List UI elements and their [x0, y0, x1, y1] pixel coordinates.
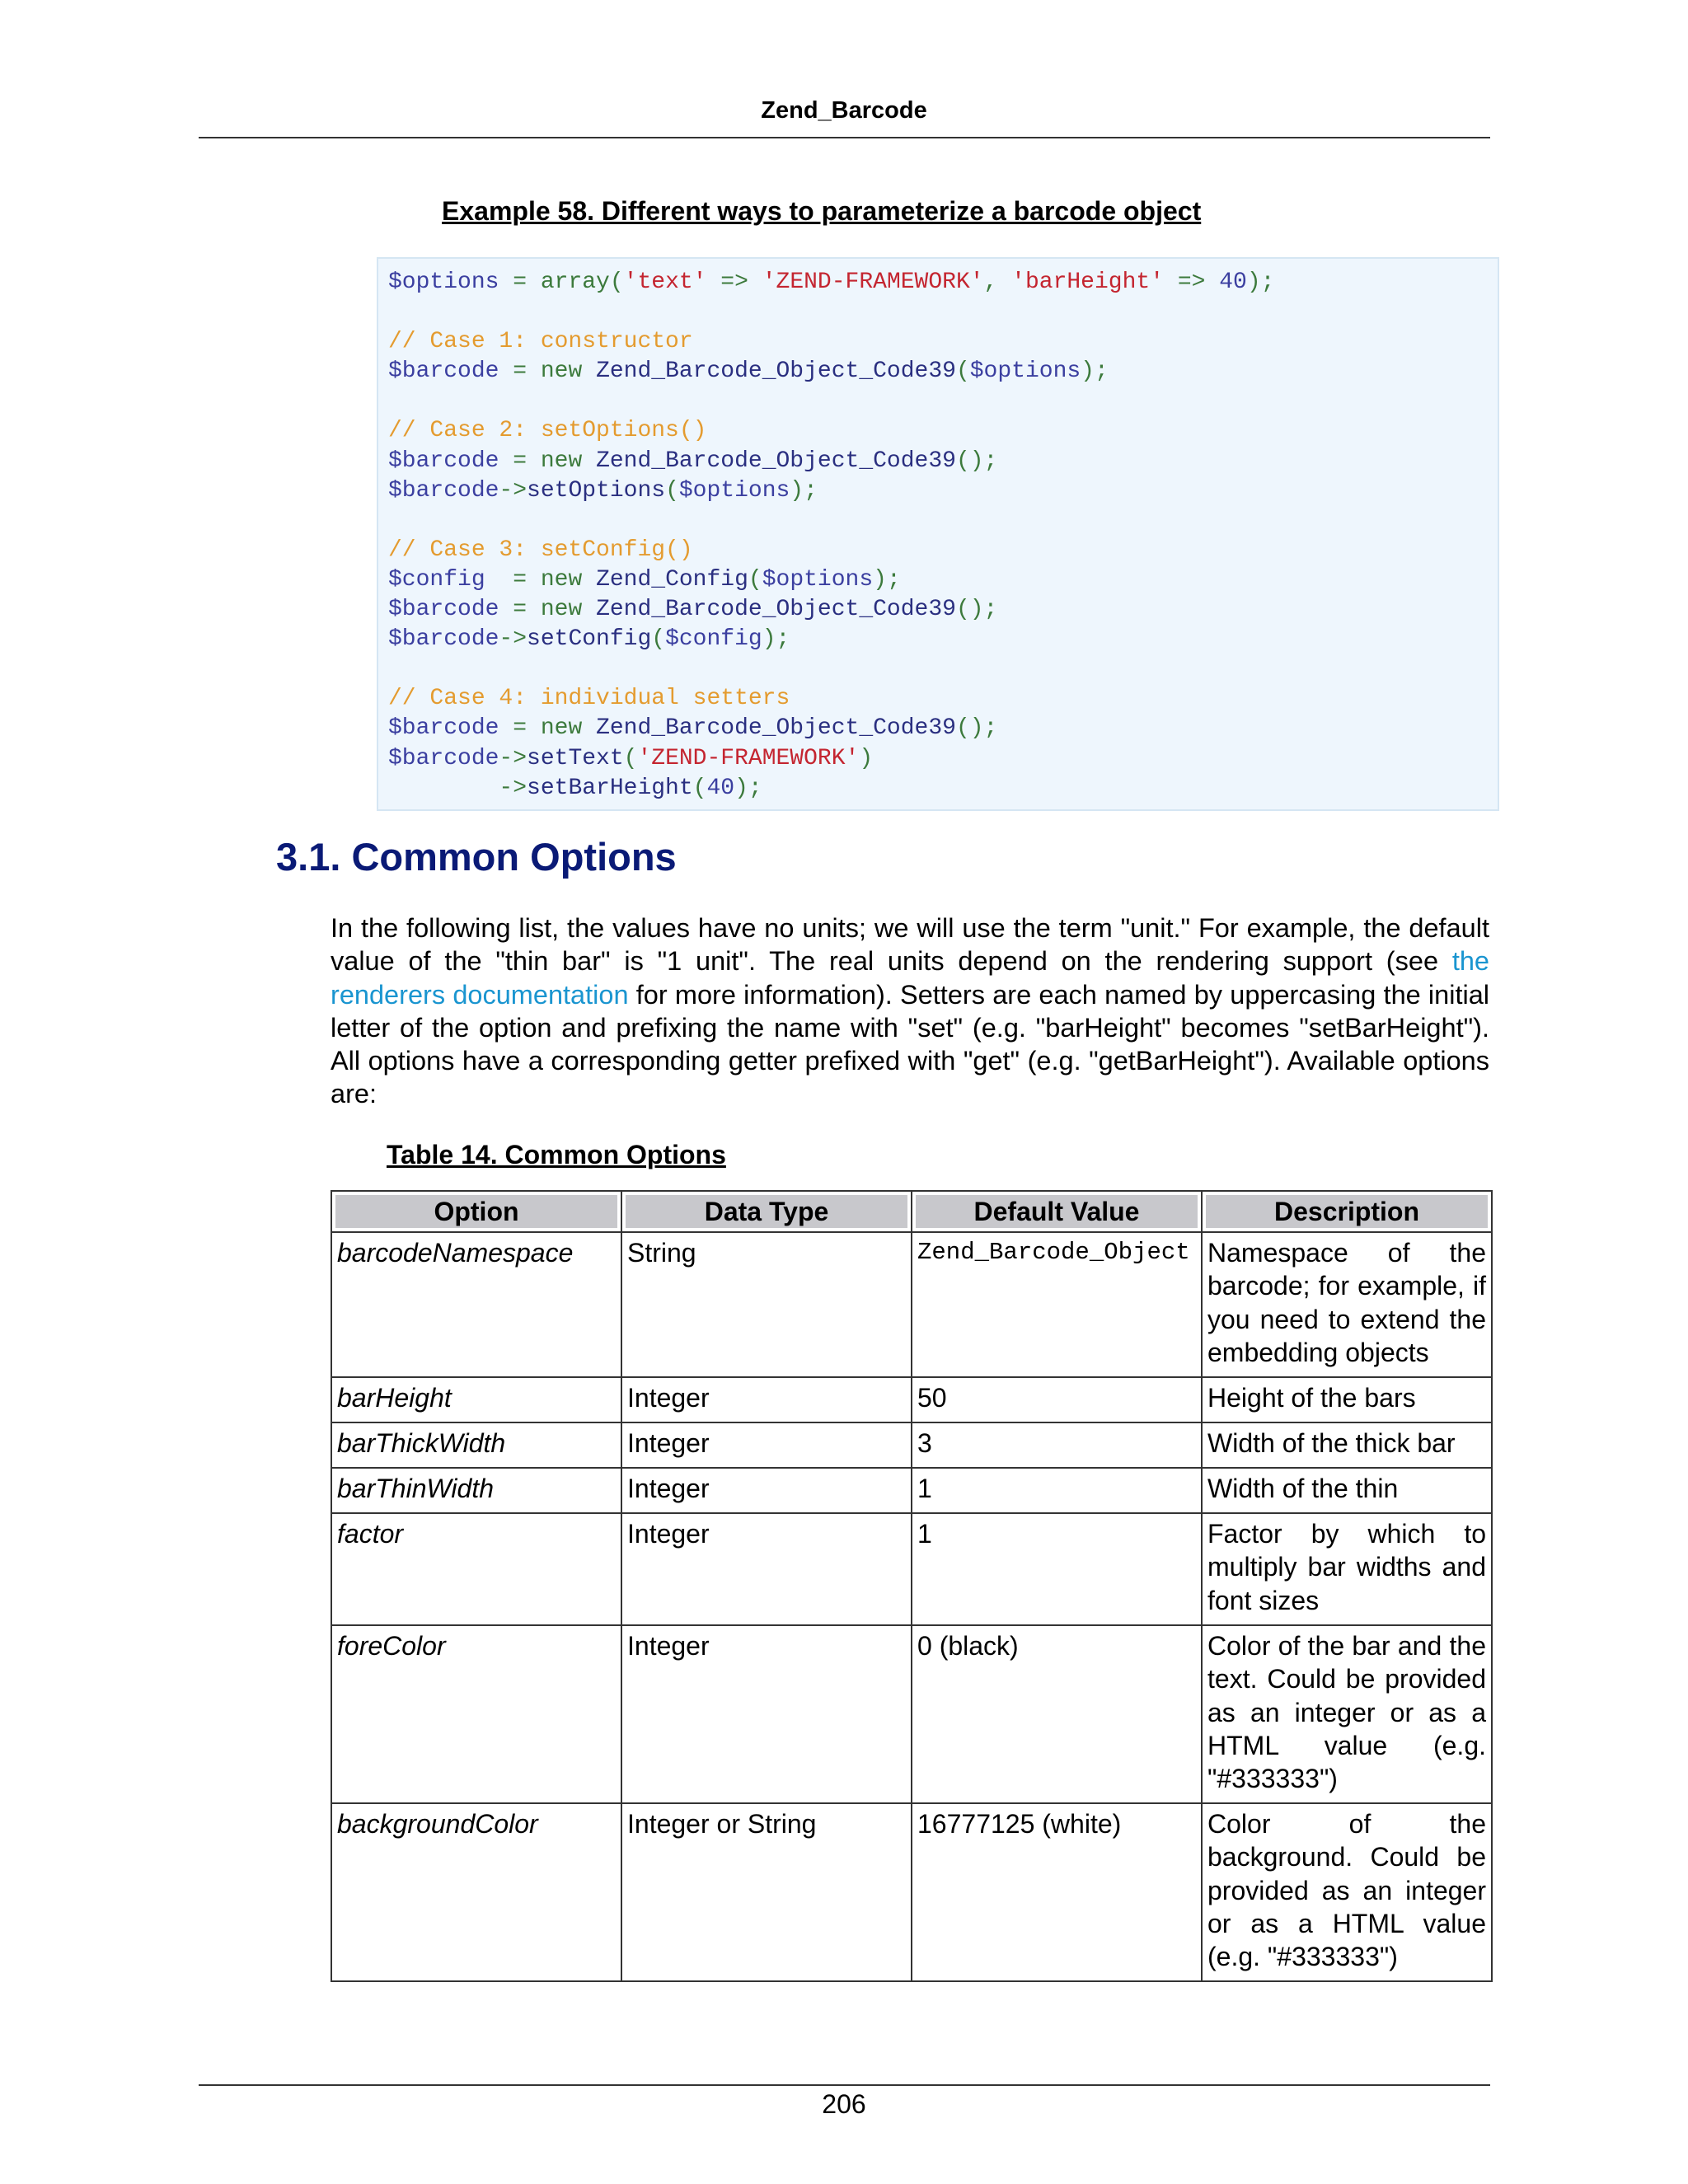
default-value: 0 (black) — [912, 1625, 1202, 1803]
data-type: Integer — [621, 1625, 912, 1803]
code-token: // Case 1: constructor — [388, 329, 693, 355]
table-row — [331, 1803, 1492, 1981]
description: Width of the thick bar — [1202, 1422, 1492, 1468]
option-name: barThickWidth — [331, 1422, 621, 1468]
table-row — [331, 1625, 1492, 1803]
description: Namespace of the barcode; for example, if you need to extend the embedding objects — [1202, 1232, 1492, 1377]
code-token: ( — [748, 566, 762, 593]
code-token: ( — [692, 775, 707, 801]
column-header-label: Data Type — [626, 1195, 907, 1228]
column-header — [331, 1191, 621, 1232]
data-type: Integer — [621, 1377, 912, 1422]
default-value: 50 — [912, 1377, 1202, 1422]
code-line — [388, 416, 1488, 446]
example-title: Example 58. Different ways to parameterize a barcode object — [442, 196, 1202, 226]
option-name: barcodeNamespace — [331, 1232, 621, 1377]
option-name: backgroundColor — [331, 1803, 621, 1981]
code-token: (); — [955, 448, 998, 474]
column-header — [621, 1191, 912, 1232]
code-token: Zend_Barcode_Object_Code39 — [596, 597, 956, 623]
code-token: 'barHeight' — [1011, 269, 1165, 295]
code-token: = — [499, 269, 541, 295]
code-line — [388, 744, 1488, 774]
code-token: ); — [762, 626, 790, 653]
code-line — [388, 327, 1488, 357]
code-token: new — [540, 566, 597, 593]
code-line — [388, 387, 1488, 416]
code-token: , — [983, 269, 1012, 295]
code-line — [388, 714, 1488, 743]
description: Height of the bars — [1202, 1377, 1492, 1422]
code-token: // Case 2: setOptions() — [388, 418, 707, 444]
running-head: Zend_Barcode — [761, 97, 927, 124]
header-rule — [199, 137, 1490, 138]
option-name: factor — [331, 1513, 621, 1625]
code-token: -> — [499, 477, 528, 504]
paragraph-text: In the following list, the values have no units; we will use the term "unit." For example, the default value of the "thin bar" is "1 unit". The real units depend on the rendering support (see — [331, 913, 1489, 977]
code-token: -> — [388, 775, 528, 801]
data-type: Integer — [621, 1468, 912, 1513]
code-token: array — [540, 269, 610, 295]
paragraph-text: for more information). Setters are each named by uppercasing the initial letter of the option and prefixing the name with "set" (e.g. "barHeight" becomes "setBarHeight"). All options have a corresponding getter prefixed with "get" (e.g. "getBarHeight"). Available options are: — [331, 979, 1489, 1109]
code-token: -> — [499, 626, 528, 653]
renderers-doc-link[interactable]: the renderers documentation — [331, 946, 1489, 1010]
code-token: $options — [678, 477, 790, 504]
code-token: setText — [527, 745, 624, 771]
code-token: (); — [955, 597, 998, 623]
code-token: new — [540, 448, 597, 474]
default-value: 1 — [912, 1513, 1202, 1625]
page-number: 206 — [822, 2089, 866, 2119]
code-line — [388, 625, 1488, 654]
code-token: ); — [790, 477, 818, 504]
code-token: $barcode — [388, 715, 499, 742]
default-value: 3 — [912, 1422, 1202, 1468]
code-token: -> — [499, 745, 528, 771]
description: Color of the background. Could be provided as an integer or as a HTML value (e.g. "#333333") — [1202, 1803, 1492, 1981]
code-token: new — [540, 715, 597, 742]
code-token: ( — [609, 269, 624, 295]
default-value: 1 — [912, 1468, 1202, 1513]
code-token: new — [540, 597, 597, 623]
code-line — [388, 268, 1488, 298]
code-token: ); — [734, 775, 762, 801]
code-token: (); — [955, 715, 998, 742]
code-token: => — [706, 269, 762, 295]
description: Color of the bar and the text. Could be provided as an integer or as a HTML value (e.g. "#333333") — [1202, 1625, 1492, 1803]
option-name: barHeight — [331, 1377, 621, 1422]
code-token: Zend_Config — [596, 566, 748, 593]
code-token: setConfig — [527, 626, 652, 653]
code-line — [388, 565, 1488, 595]
code-token: $options — [388, 269, 499, 295]
column-header-label: Option — [335, 1195, 617, 1228]
code-token: $options — [969, 359, 1081, 385]
code-token: $config — [665, 626, 762, 653]
footer-rule — [199, 2084, 1490, 2086]
column-header — [1202, 1191, 1492, 1232]
code-token: $barcode — [388, 448, 499, 474]
code-token: $barcode — [388, 626, 499, 653]
code-token: 40 — [1219, 269, 1247, 295]
column-header — [912, 1191, 1202, 1232]
code-line — [388, 506, 1488, 536]
code-token: setBarHeight — [527, 775, 693, 801]
code-token: Zend_Barcode_Object_Code39 — [596, 359, 956, 385]
table-row — [331, 1468, 1492, 1513]
data-type: Integer or String — [621, 1803, 912, 1981]
code-token: 'ZEND-FRAMEWORK' — [637, 745, 860, 771]
code-line — [388, 654, 1488, 684]
code-token: $options — [762, 566, 874, 593]
description: Factor by which to multiply bar widths and font sizes — [1202, 1513, 1492, 1625]
code-token: => — [1164, 269, 1220, 295]
code-token: = — [499, 359, 541, 385]
code-token: = — [499, 715, 541, 742]
code-token: new — [540, 359, 597, 385]
code-line — [388, 476, 1488, 506]
code-token: Zend_Barcode_Object_Code39 — [596, 715, 956, 742]
code-token: 'ZEND-FRAMEWORK' — [762, 269, 984, 295]
code-token: = — [499, 448, 541, 474]
column-header-label: Default Value — [916, 1195, 1198, 1228]
common-options-table — [331, 1190, 1493, 1982]
code-line — [388, 357, 1488, 387]
code-line — [388, 298, 1488, 327]
code-token: $barcode — [388, 359, 499, 385]
code-line — [388, 447, 1488, 476]
default-value: Zend_Barcode_Object — [912, 1232, 1202, 1377]
default-value: 16777125 (white) — [912, 1803, 1202, 1981]
code-token: = — [485, 566, 541, 593]
code-token: $barcode — [388, 597, 499, 623]
table-row — [331, 1422, 1492, 1468]
description: Width of the thin — [1202, 1468, 1492, 1513]
intro-paragraph — [331, 912, 1489, 1111]
code-token: ); — [873, 566, 901, 593]
code-token: // Case 4: individual setters — [388, 686, 790, 712]
section-title: 3.1. Common Options — [276, 835, 677, 879]
code-line — [388, 536, 1488, 565]
code-token: ( — [955, 359, 970, 385]
table-row — [331, 1513, 1492, 1625]
option-name: foreColor — [331, 1625, 621, 1803]
table-row — [331, 1232, 1492, 1377]
table-title: Table 14. Common Options — [387, 1140, 726, 1169]
data-type: Integer — [621, 1513, 912, 1625]
code-token: 'text' — [623, 269, 707, 295]
code-line — [388, 684, 1488, 714]
data-type: Integer — [621, 1422, 912, 1468]
code-line — [388, 774, 1488, 804]
code-token: ); — [1246, 269, 1275, 295]
code-token: = — [499, 597, 541, 623]
code-line — [388, 595, 1488, 625]
code-token: 40 — [706, 775, 735, 801]
table-header-row — [331, 1191, 1492, 1232]
code-token: ); — [1081, 359, 1109, 385]
code-block — [377, 257, 1499, 811]
code-token: // Case 3: setConfig() — [388, 537, 693, 563]
option-name: barThinWidth — [331, 1468, 621, 1513]
code-token: $barcode — [388, 477, 499, 504]
code-token: Zend_Barcode_Object_Code39 — [596, 448, 956, 474]
code-token: ( — [651, 626, 666, 653]
table-row — [331, 1377, 1492, 1422]
code-token: ( — [623, 745, 638, 771]
code-token: ) — [859, 745, 874, 771]
column-header-label: Description — [1206, 1195, 1488, 1228]
code-token: setOptions — [527, 477, 666, 504]
code-token: ( — [665, 477, 679, 504]
code-token: $barcode — [388, 745, 499, 771]
data-type: String — [621, 1232, 912, 1377]
code-token: $config — [388, 566, 485, 593]
